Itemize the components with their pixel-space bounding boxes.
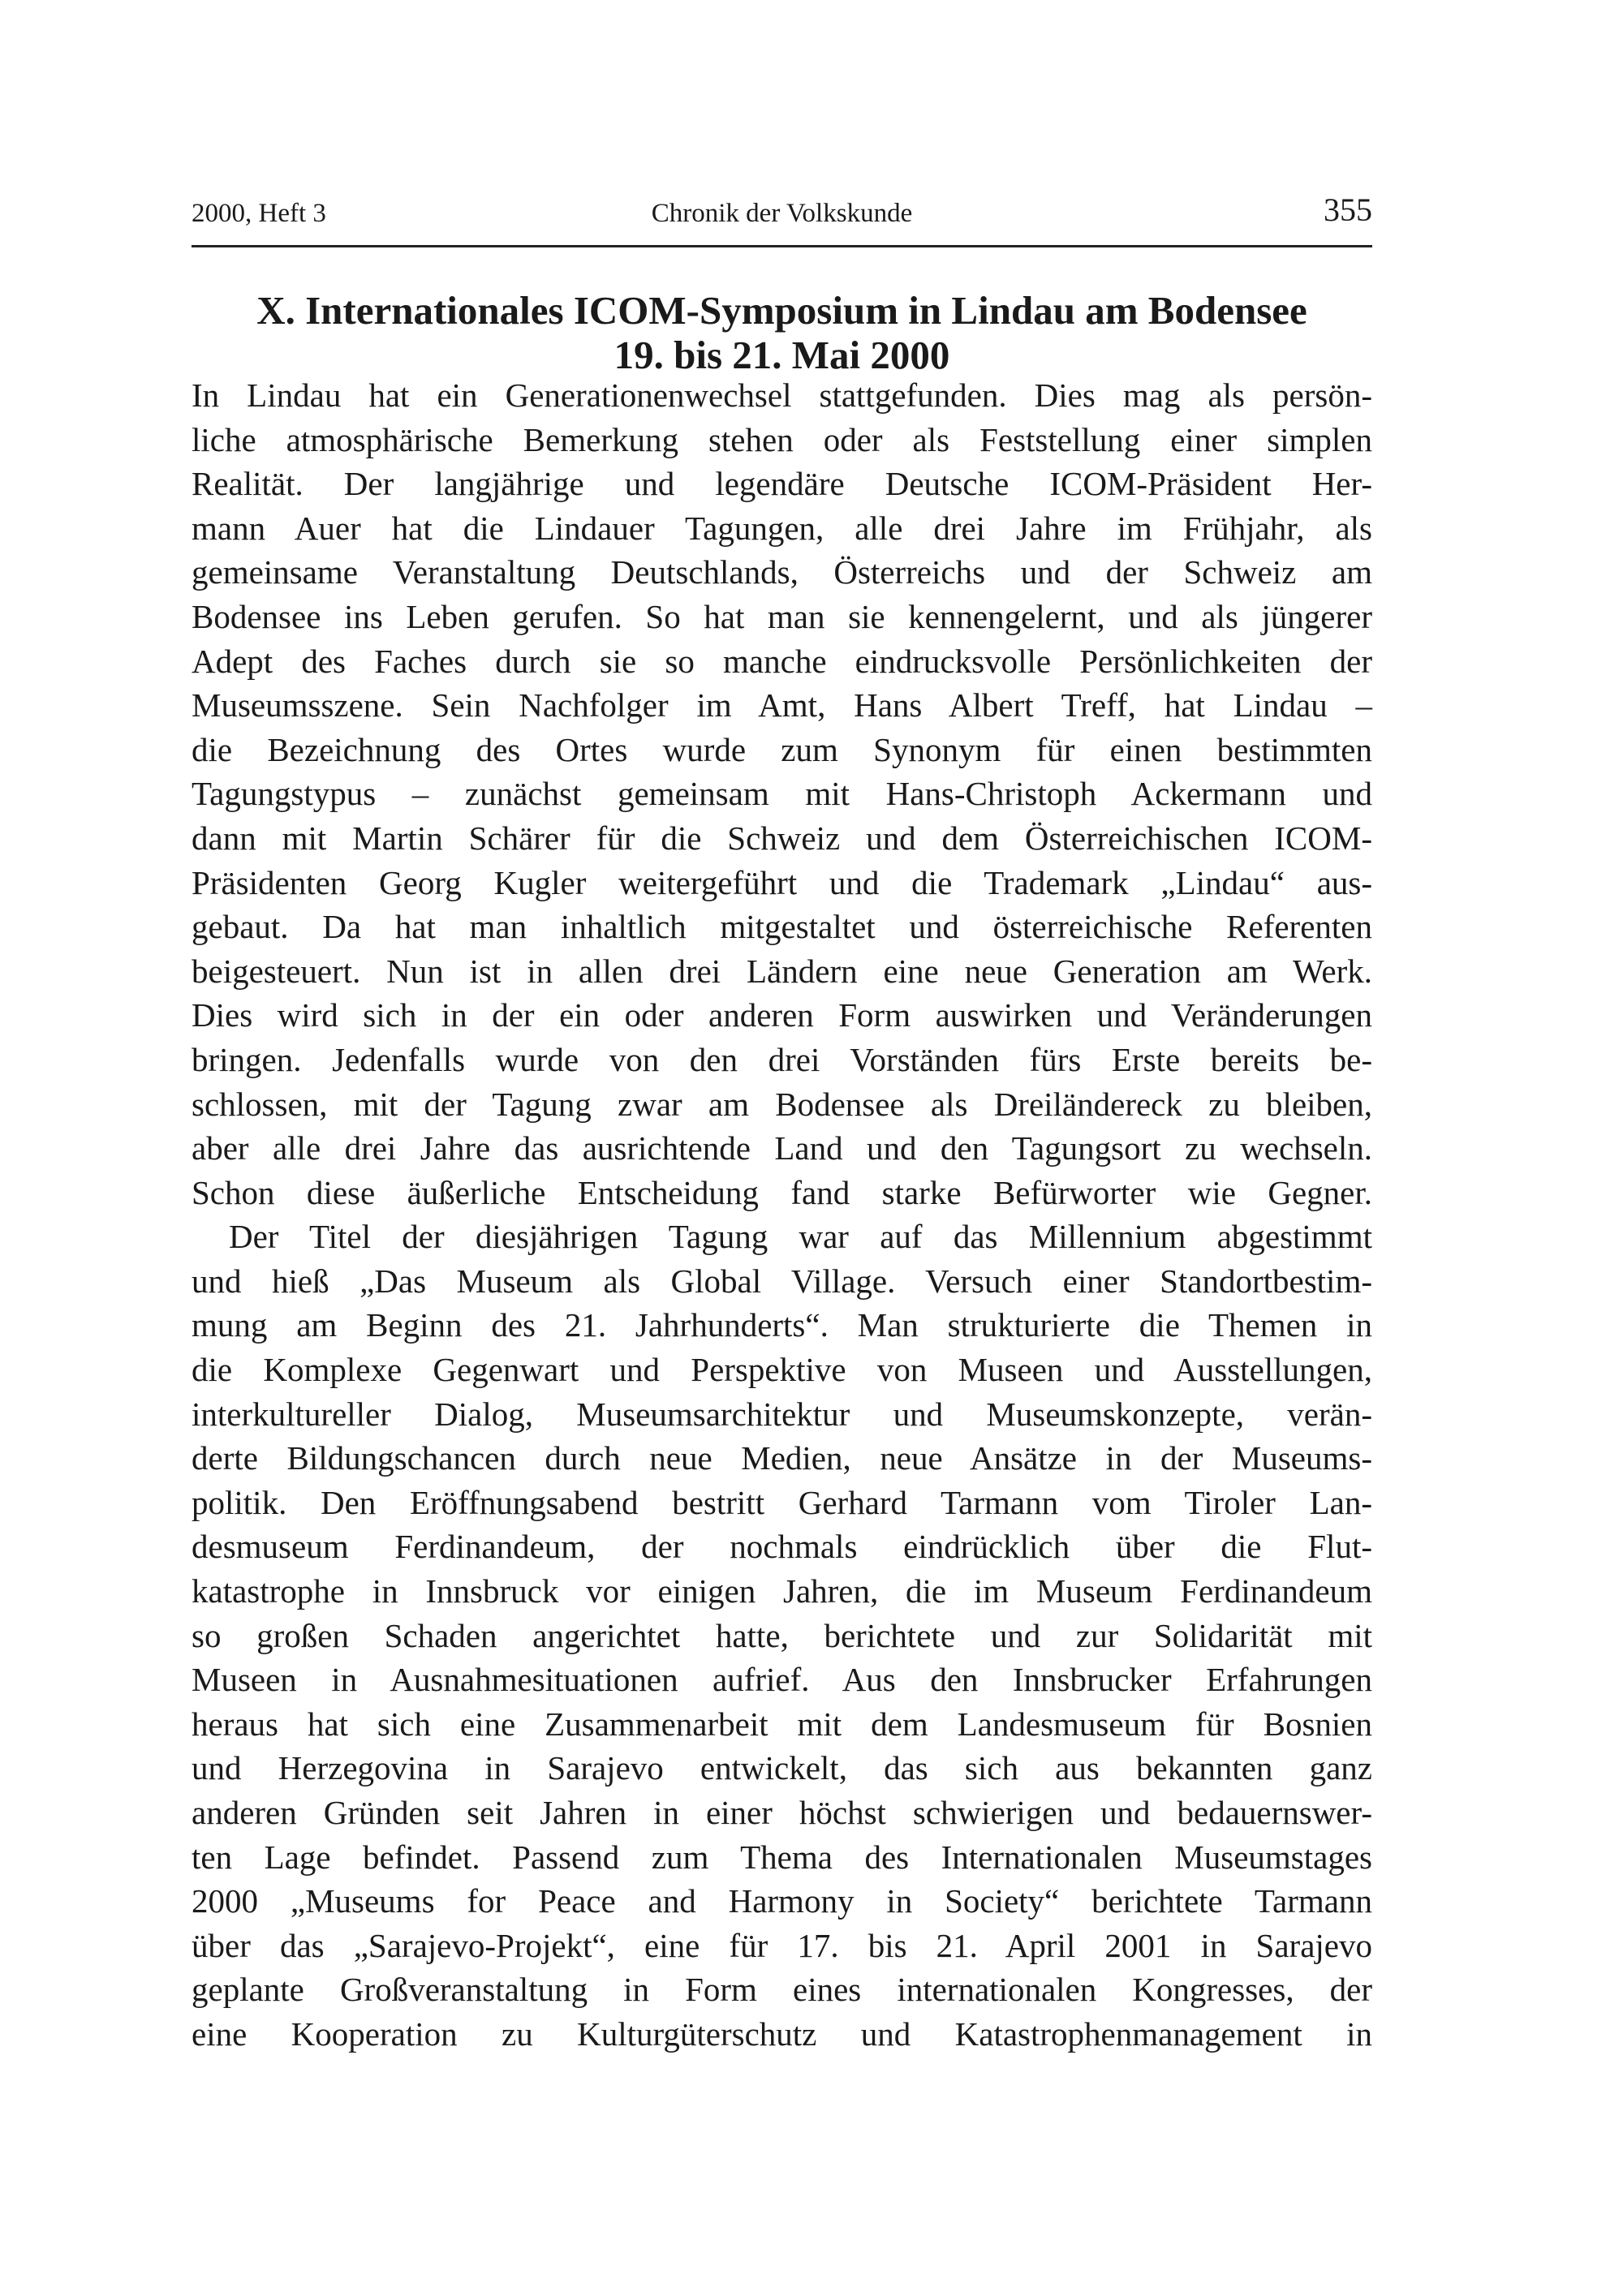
text-line: aber alle drei Jahre das ausrichtende Land und den Tagungsort zu wechseln.	[192, 1129, 1372, 1167]
text-line: und hieß „Das Museum als Global Village. Versuch einer Standortbestim-	[192, 1262, 1372, 1300]
text-line: geplante Großveranstaltung in Form eines internationalen Kongresses, der	[192, 1971, 1372, 2009]
text-line: derte Bildungschancen durch neue Medien, neue Ansätze in der Museums-	[192, 1439, 1372, 1477]
text-line: In Lindau hat ein Generationenwechsel stattgefunden. Dies mag als persön-	[192, 376, 1372, 414]
text-line: eine Kooperation zu Kulturgüterschutz und Katastrophenmanagement in	[192, 2014, 1372, 2053]
text-line: politik. Den Eröffnungsabend bestritt Gerhard Tarmann vom Tiroler Lan-	[192, 1483, 1372, 1521]
text-line: Adept des Faches durch sie so manche eindrucksvolle Persönlichkeiten der	[192, 642, 1372, 680]
text-line: gemeinsame Veranstaltung Deutschlands, Österreichs und der Schweiz am	[192, 553, 1372, 591]
text-line: liche atmosphärische Bemerkung stehen oder als Feststellung einer simplen	[192, 420, 1372, 458]
issue-label: 2000, Heft 3	[192, 199, 326, 228]
article-title	[192, 288, 1372, 377]
text-line: und Herzegovina in Sarajevo entwickelt, das sich aus bekannten ganz	[192, 1749, 1372, 1787]
text-line: so großen Schaden angerichtet hatte, berichtete und zur Solidarität mit	[192, 1616, 1372, 1654]
text-line: ten Lage befindet. Passend zum Thema des Internationalen Museumstages	[192, 1838, 1372, 1876]
text-line: die Bezeichnung des Ortes wurde zum Synonym für einen bestimmten	[192, 730, 1372, 768]
header-rule	[192, 245, 1372, 247]
text-line: Museen in Ausnahmesituationen aufrief. Aus den Innsbrucker Erfahrungen	[192, 1661, 1372, 1699]
running-header	[192, 188, 1372, 229]
text-line: anderen Gründen seit Jahren in einer höchst schwierigen und bedauernswer-	[192, 1794, 1372, 1831]
text-line: mung am Beginn des 21. Jahrhunderts“. Man strukturierte die Themen in	[192, 1306, 1372, 1344]
text-line: desmuseum Ferdinandeum, der nochmals eindrücklich über die Flut-	[192, 1528, 1372, 1566]
article-body	[192, 373, 1372, 2057]
text-line: Bodensee ins Leben gerufen. So hat man sie kennengelernt, und als jüngerer	[192, 597, 1372, 635]
text-line: interkultureller Dialog, Museumsarchitektur und Museumskonzepte, verän-	[192, 1395, 1372, 1433]
text-line: Realität. Der langjährige und legendäre Deutsche ICOM-Präsident Her-	[192, 465, 1372, 503]
text-line: bringen. Jedenfalls wurde von den drei Vorständen fürs Erste bereits be-	[192, 1040, 1372, 1078]
text-line: mann Auer hat die Lindauer Tagungen, alle drei Jahre im Frühjahr, als	[192, 509, 1372, 547]
text-line: Präsidenten Georg Kugler weitergeführt und die Trademark „Lindau“ aus-	[192, 863, 1372, 901]
text-line: Tagungstypus – zunächst gemeinsam mit Hans-Christoph Ackermann und	[192, 775, 1372, 813]
text-line: Museumsszene. Sein Nachfolger im Amt, Hans Albert Treff, hat Lindau –	[192, 686, 1372, 724]
text-line: Schon diese äußerliche Entscheidung fand starke Befürworter wie Gegner.	[192, 1173, 1372, 1211]
text-line: beigesteuert. Nun ist in allen drei Ländern eine neue Generation am Werk.	[192, 952, 1372, 990]
journal-title: Chronik der Volkskunde	[651, 199, 913, 228]
text-line: Der Titel der diesjährigen Tagung war auf das Millennium abgestimmt	[229, 1218, 1372, 1256]
text-line: 2000 „Museums for Peace and Harmony in Society“ berichtete Tarmann	[192, 1882, 1372, 1920]
text-line: über das „Sarajevo-Projekt“, eine für 17. bis 21. April 2001 in Sarajevo	[192, 1926, 1372, 1964]
text-line: katastrophe in Innsbruck vor einigen Jahren, die im Museum Ferdinandeum	[192, 1572, 1372, 1610]
text-line: dann mit Martin Schärer für die Schweiz und dem Österreichischen ICOM-	[192, 819, 1372, 857]
title-line: X. Internationales ICOM-Symposium in Lindau am Bodensee	[256, 288, 1307, 333]
text-line: heraus hat sich eine Zusammenarbeit mit dem Landesmuseum für Bosnien	[192, 1705, 1372, 1743]
page-number: 355	[1324, 191, 1372, 228]
text-line: die Komplexe Gegenwart und Perspektive von Museen und Ausstellungen,	[192, 1351, 1372, 1389]
text-line: schlossen, mit der Tagung zwar am Bodensee als Dreiländereck zu bleiben,	[192, 1085, 1372, 1123]
title-date: 19. bis 21. Mai 2000	[613, 333, 950, 377]
text-line: Dies wird sich in der ein oder anderen Form auswirken und Veränderungen	[192, 996, 1372, 1034]
text-line: gebaut. Da hat man inhaltlich mitgestaltet und österreichische Referenten	[192, 908, 1372, 946]
